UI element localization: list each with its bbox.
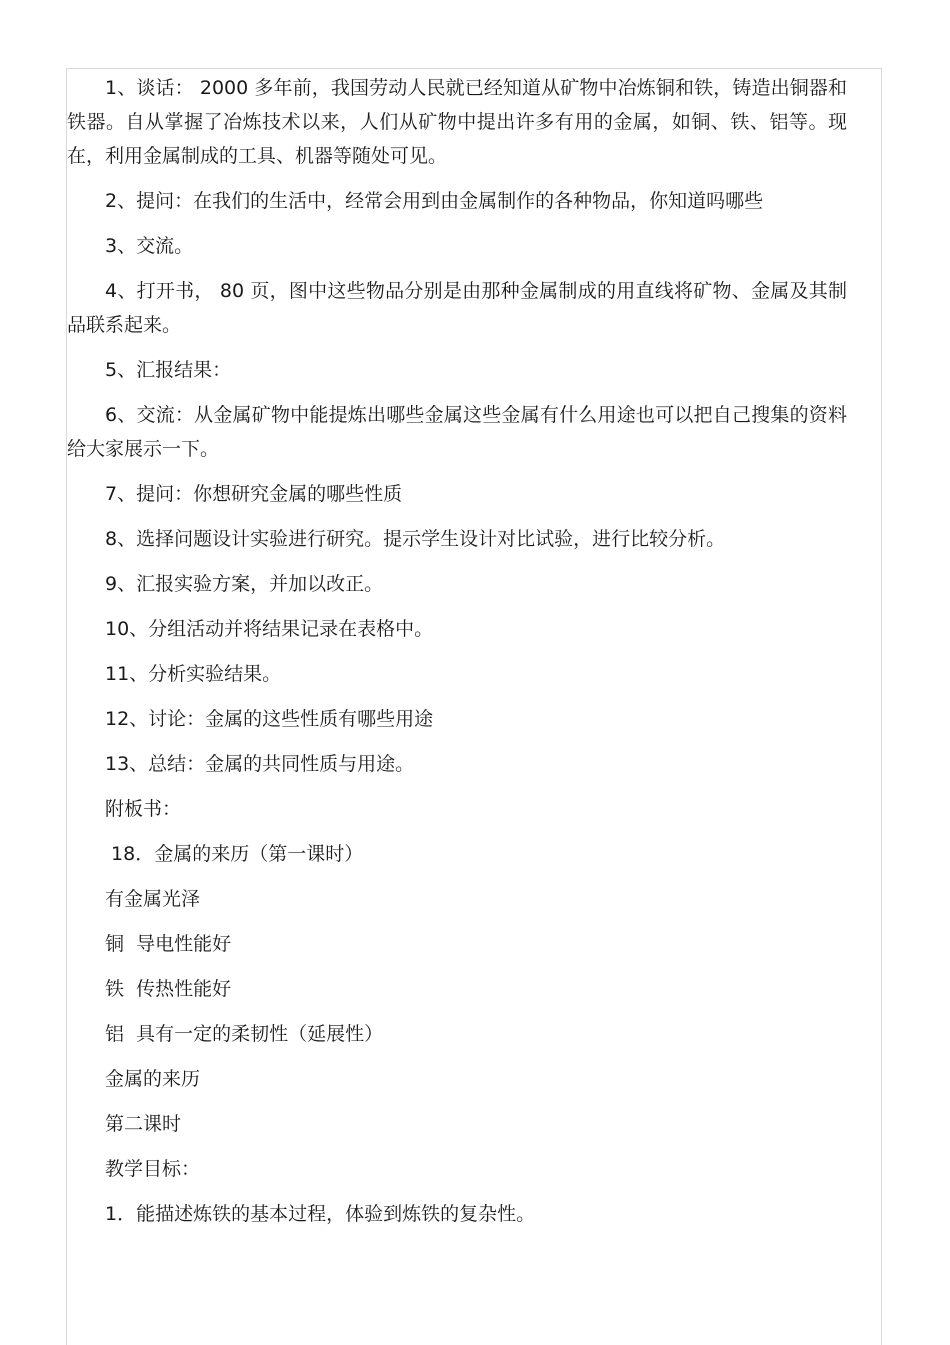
board-lesson-title: 18．金属的来历（第一课时）: [105, 843, 364, 865]
second-lesson-title: 第二课时: [105, 1113, 182, 1135]
step-1: 1、谈话： 2000 多年前，我国劳动人民就已经知道从矿物中冶炼铜和铁，铸造出铜器和铁器。自从掌握了冶炼技术以来，人们从矿物中提出许多有用的金属，如铜、铁、铝等。现在，利用金属制成的工具、机器等随处可见。: [67, 77, 847, 167]
board-heading: 附板书：: [105, 798, 182, 820]
step-6: 6、交流：从金属矿物中能提炼出哪些金属这些金属有什么用途也可以把自己搜集的资料给大家展示一下。: [67, 404, 847, 460]
board-line-origin: 金属的来历: [105, 1068, 201, 1090]
step-3: 3、交流。: [105, 235, 194, 257]
board-line-copper: 铜 导电性能好: [105, 933, 232, 955]
step-4: 4、打开书， 80 页，图中这些物品分别是由那种金属制成的用直线将矿物、金属及其制品联系起来。: [67, 280, 847, 336]
board-line-luster: 有金属光泽: [105, 888, 201, 910]
step-2: 2、提问：在我们的生活中，经常会用到由金属制作的各种物品，你知道吗哪些: [105, 190, 764, 212]
step-11: 11、分析实验结果。: [105, 663, 282, 685]
step-7: 7、提问：你想研究金属的哪些性质: [105, 483, 403, 505]
step-5: 5、汇报结果：: [105, 359, 232, 381]
objectives-heading: 教学目标：: [105, 1158, 201, 1180]
step-13: 13、总结：金属的共同性质与用途。: [105, 753, 415, 775]
board-line-iron: 铁 传热性能好: [105, 978, 232, 1000]
step-10: 10、分组活动并将结果记录在表格中。: [105, 618, 434, 640]
board-line-aluminum: 铝 具有一定的柔韧性（延展性）: [105, 1023, 384, 1045]
objective-1: 1．能描述炼铁的基本过程，体验到炼铁的复杂性。: [105, 1203, 536, 1225]
step-12: 12、讨论：金属的这些性质有哪些用途: [105, 708, 434, 730]
step-9: 9、汇报实验方案，并加以改正。: [105, 573, 384, 595]
step-8: 8、选择问题设计实验进行研究。提示学生设计对比试验，进行比较分析。: [105, 528, 726, 550]
document-body: [67, 71, 847, 1242]
